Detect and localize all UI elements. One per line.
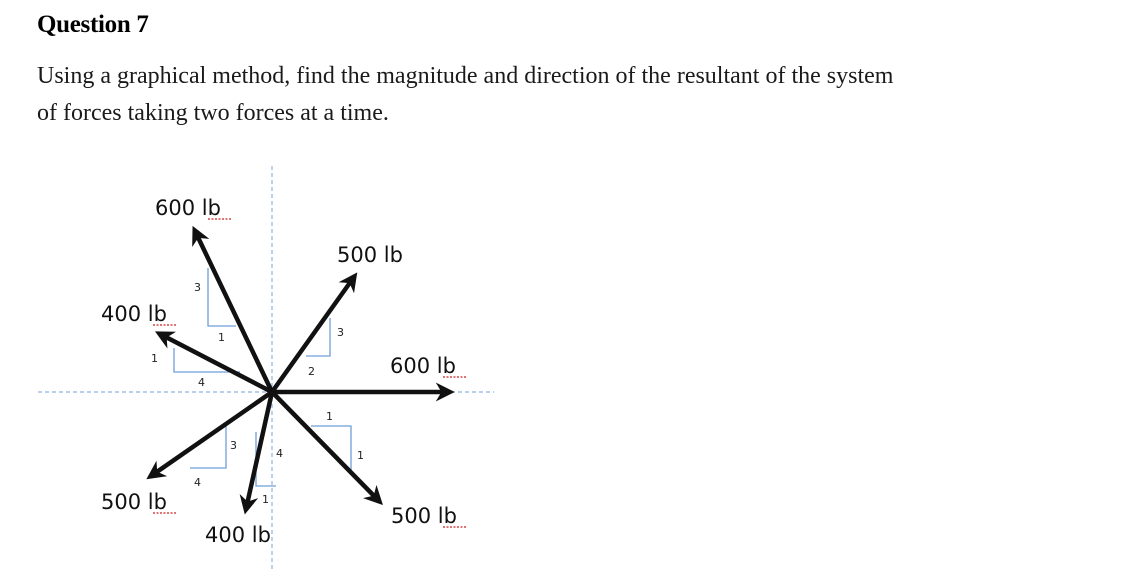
- slope-run-500-down-right: 1: [326, 410, 333, 423]
- arrow-600-up-left: [195, 231, 272, 392]
- arrow-500-down-right: [272, 392, 379, 501]
- question-text-line-1: Using a graphical method, find the magnitude and direction of the resultant of the system: [37, 63, 894, 89]
- label-400-left: 400 lb: [101, 302, 167, 326]
- slope-rise-600-up-left: 3: [194, 281, 201, 294]
- slope-rise-400-left: 1: [151, 352, 158, 365]
- label-500-down-right: 500 lb: [391, 504, 457, 528]
- slope-run-400-down: 1: [262, 493, 269, 506]
- slope-rise-500-up-right: 3: [337, 326, 344, 339]
- slope-rise-400-down: 4: [276, 447, 283, 460]
- label-600-right: 600 lb: [390, 354, 456, 378]
- label-600-up-left: 600 lb: [155, 196, 221, 220]
- question-text-line-2: of forces taking two forces at a time.: [37, 100, 389, 126]
- label-500-up-right: 500 lb: [337, 243, 403, 267]
- slope-rise-500-down-right: 1: [357, 449, 364, 462]
- slope-run-600-up-left: 1: [218, 331, 225, 344]
- slope-run-500-up-right: 2: [308, 365, 315, 378]
- slope-rise-500-down-left: 3: [230, 439, 237, 452]
- slope-run-500-down-left: 4: [194, 476, 201, 489]
- question-heading: Question 7: [37, 11, 149, 38]
- slope-triangle-600-up-left: [208, 268, 236, 326]
- label-500-down-left: 500 lb: [101, 490, 167, 514]
- slope-run-400-left: 4: [198, 376, 205, 389]
- label-400-down: 400 lb: [205, 523, 271, 547]
- arrow-400-left: [160, 334, 272, 392]
